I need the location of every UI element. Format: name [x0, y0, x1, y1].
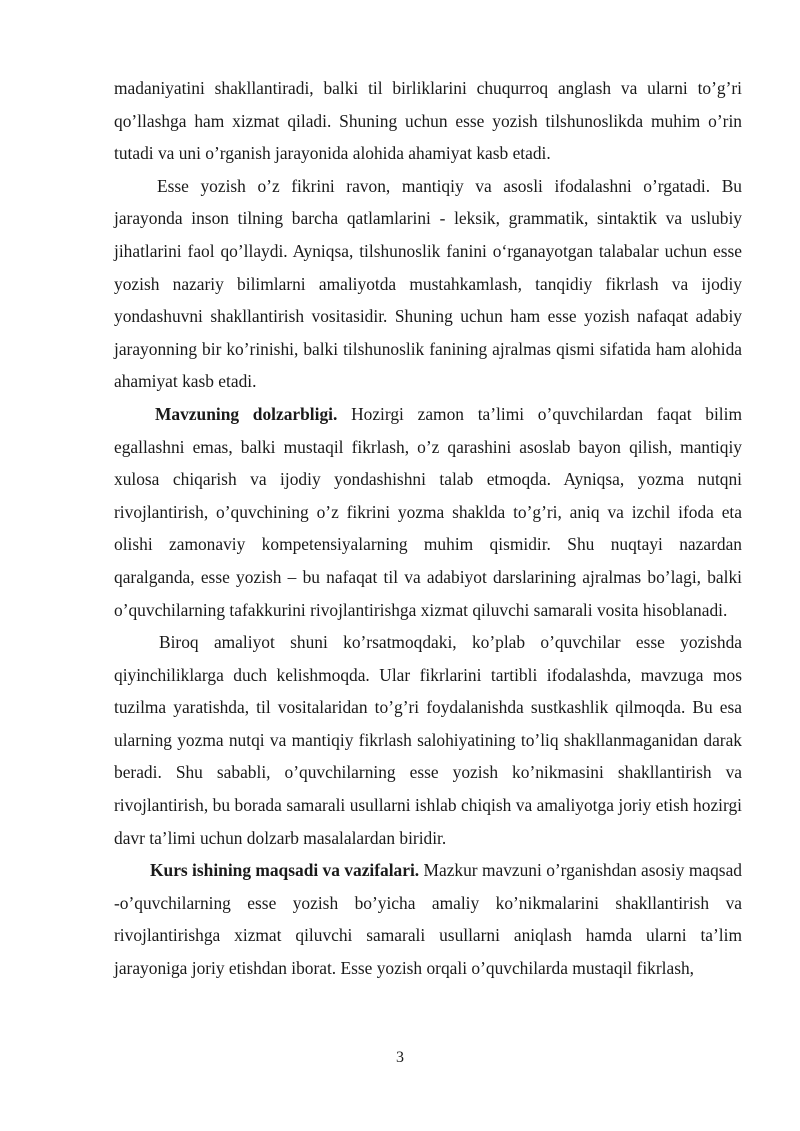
paragraph-relevance [114, 398, 742, 626]
paragraph-essay-writing [114, 170, 742, 398]
paragraph-text: madaniyatini shakllantiradi, balki til birliklarini chuqurroq anglash va ularni to’g’ri qo’llashga ham xizmat qiladi. Shuning uchun esse yozish tilshunoslikda muhim o’rin tutadi va uni o’rganish jarayonida alohida ahamiyat kasb etadi. [114, 78, 742, 164]
page-number: 3 [396, 1049, 404, 1066]
paragraph-text: Biroq amaliyot shuni ko’rsatmoqdaki, ko’plab o’quvchilar esse yozishda qiyinchiliklarga duch kelishmoqda. Ular fikrlarini tartibli ifodalashda, mavzuga mos tuzilma yaratishda, til vositalaridan to’g’ri foydalanishda sustkashlik qilmoqda. Bu esa ularning yozma nutqi va mantiqiy fikrlash salohiyatining to’liq shakllanmaganidan darak beradi. Shu sababli, o’quvchilarning esse yozish ko’nikmasini shakllantirish va rivojlantirish, bu borada samarali usullarni ishlab chiqish va amaliyotga joriy etish hozirgi davr ta’limi uchun dolzarb masalalardan biridir. [114, 632, 742, 848]
paragraph-text: Hozirgi zamon ta’limi o’quvchilardan faqat bilim egallashni emas, balki mustaqil fikrlash, o’z qarashini asoslab bayon qilish, mantiqiy xulosa chiqarish va ijodiy yondashishni talab etmoqda. Ayniqsa, yozma nutqni rivojlantirish, o’quvchining o’z fikrini yozma shaklda to’g’ri, aniq va izchil ifoda eta olishi zamonaviy kompetensiyalarning muhim qismidir. Shu nuqtayi nazardan qaralganda, esse yozish – bu nafaqat til va adabiyot darslarining ajralmas bo’lagi, balki o’quvchilarning tafakkurini rivojlantirishga xizmat qiluvchi samarali vosita hisoblanadi. [114, 403, 742, 620]
paragraph-practice-problems [114, 626, 742, 854]
document-page [114, 72, 742, 985]
paragraph-text: Esse yozish o’z fikrini ravon, mantiqiy va asosli ifodalashni o’rgatadi. Bu jarayonda inson tilning barcha qatlamlarini - leksik, grammatik, sintaktik va uslubiy jihatlarini faol qo’llaydi. Ayniqsa, tilshunoslik fanini o‘rganayotgan talabalar uchun esse yozish nazariy bilimlarni amaliyotda mustahkamlash, tanqidiy fikrlash va ijodiy yondashuvni shakllantirish vositasidir. Shuning uchun ham esse yozish nafaqat adabiy jarayonning bir ko’rinishi, balki tilshunoslik fanining ajralmas qismi sifatida ham alohida ahamiyat kasb etadi. [114, 175, 742, 392]
section-heading-relevance: Mavzuning dolzarbligi. [155, 403, 338, 424]
section-heading-goals: Kurs ishining maqsadi va vazifalari. [150, 860, 420, 881]
paragraph-goals [114, 854, 742, 984]
paragraph-text: Mazkur mavzuni o’rganishdan asosiy maqsad -o’quvchilarning esse yozish bo’yicha amaliy ko’nikmalarini shakllantirish va rivojlantirishga xizmat qiluvchi samarali usullarni aniqlash hamda ularni ta’lim jarayoniga joriy etishdan iborat. Esse yozish orqali o’quvchilarda mustaqil fikrlash, [114, 860, 742, 979]
paragraph-continuation [114, 72, 742, 170]
